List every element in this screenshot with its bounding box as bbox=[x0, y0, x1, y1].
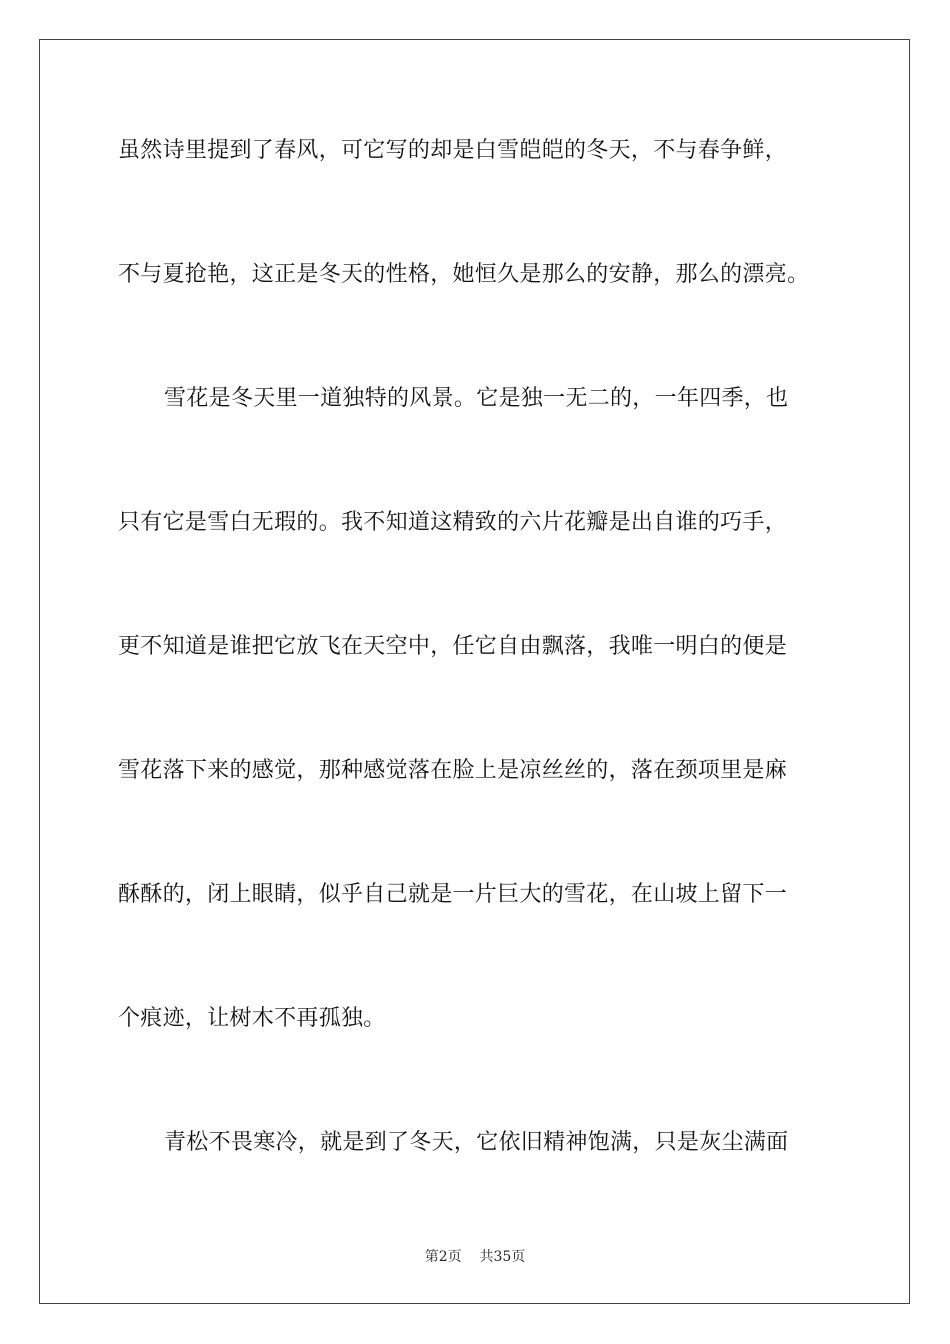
text-line: 更不知道是谁把它放飞在天空中，任它自由飘落，我唯一明白的便是 bbox=[118, 634, 788, 659]
text-line: 不与夏抢艳，这正是冬天的性格，她恒久是那么的安静，那么的漂亮。 bbox=[118, 262, 810, 287]
text-line: 雪花落下来的感觉，那种感觉落在脸上是凉丝丝的，落在颈项里是麻 bbox=[118, 758, 788, 783]
text-line: 个痕迹，让树木不再孤独。 bbox=[118, 1006, 386, 1031]
total-pages: 共35页 bbox=[479, 1249, 526, 1265]
paragraph-start-line: 雪花是冬天里一道独特的风景。它是独一无二的，一年四季，也 bbox=[164, 386, 789, 411]
page-footer bbox=[0, 1247, 950, 1267]
page-frame bbox=[39, 39, 910, 1304]
text-line: 酥酥的，闭上眼睛，似乎自己就是一片巨大的雪花，在山坡上留下一 bbox=[118, 882, 788, 907]
footer-gap bbox=[462, 1249, 480, 1265]
text-line: 虽然诗里提到了春风，可它写的却是白雪皑皑的冬天，不与春争鲜， bbox=[118, 138, 788, 163]
text-line: 只有它是雪白无瑕的。我不知道这精致的六片花瓣是出自谁的巧手， bbox=[118, 510, 788, 535]
paragraph-start-line: 青松不畏寒冷，就是到了冬天，它依旧精神饱满，只是灰尘满面 bbox=[164, 1130, 789, 1155]
page-number: 第2页 bbox=[424, 1249, 462, 1265]
